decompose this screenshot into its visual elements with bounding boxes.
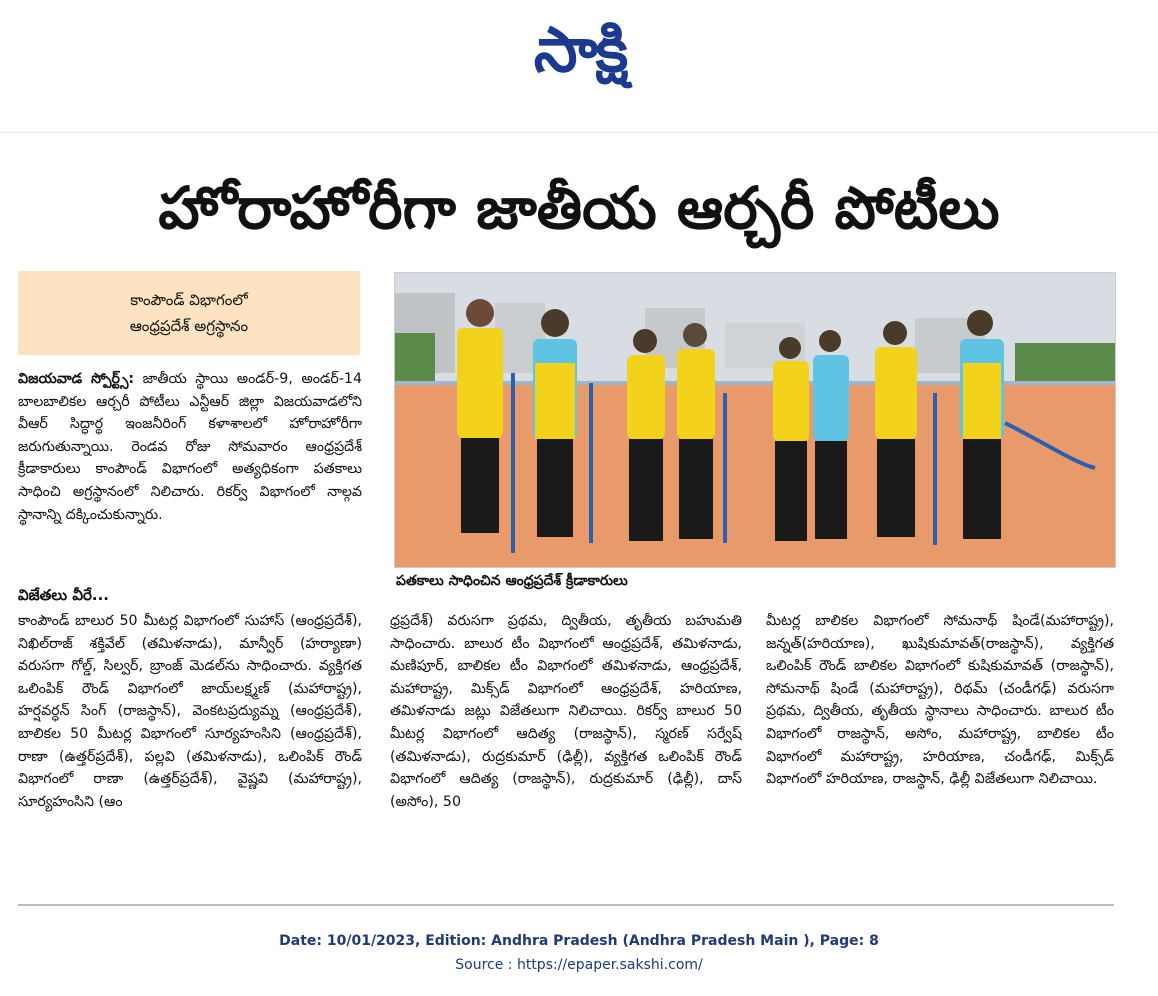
sakshi-logo: సాక్షి bbox=[533, 13, 627, 86]
article-dateline: విజయవాడ స్పోర్ట్స్: bbox=[18, 371, 135, 387]
article-column-2: ధ్రప్రదేశ్) వరుసగా ప్రథమ, ద్వితీయ, తృతీయ బహుమతి సాధించారు. బాలుర టీం విభాగంలో ఆంధ్రప్రదేశ్, తమిళనాడు, మణిపూర్, బాలికల టీం విభాగంలో తమిళనాడు, ఆంధ్రప్రదేశ్, మహారాష్ట్ర, మిక్స్‌డ్ విభాగంలో ఆంధ్రప్రదేశ్, హరియాణ, తమిళనాడు జట్లు విజేతలుగా నిలిచాయి. రికర్వ్ బాలుర 50 మీటర్ల విభాగంలో ఆదిత్య (రాజస్థాన్), స్మరణ్ సర్వేష్ (తమిళనాడు), రుద్రకుమార్ (ఢిల్లీ), వ్యక్తిగత ఒలింపిక్ రౌండ్ విభాగంలో ఆదిత్య (రాజస్థాన్), రుద్రకుమార్ (ఢిల్లీ), దాస్ (అసోం), 50 bbox=[390, 613, 742, 810]
archers-photo-illustration bbox=[395, 273, 1115, 567]
masthead-divider bbox=[0, 132, 1158, 133]
winners-heading: విజేతలు వీరే... bbox=[18, 586, 110, 604]
photo-caption: పతకాలు సాధించిన ఆంధ్రప్రదేశ్ క్రీడాకారులు bbox=[396, 573, 628, 589]
team-photo bbox=[394, 272, 1116, 568]
edition-dateline: Date: 10/01/2023, Edition: Andhra Pradesh (Andhra Pradesh Main ), Page: 8 bbox=[279, 933, 879, 949]
subheadline-box bbox=[18, 271, 360, 355]
article-headline: హోరాహోరీగా జాతీయ ఆర్చరీ పోటీలు bbox=[158, 174, 1000, 242]
article-lead-paragraph bbox=[18, 368, 362, 584]
article-bottom-divider bbox=[18, 904, 1114, 906]
article-lead-text: జాతీయ స్థాయి అండర్-9, అండర్-14 బాలబాలికల ఆర్చరీ పోటీలు ఎన్టీఆర్ జిల్లా విజయవాడలోని వీఆర్ సిద్ధార్థ ఇంజనీరింగ్ కళాశాలలో హోరాహోరీగా జరుగుతున్నాయి. రెండవ రోజు సోమవారం ఆంధ్రప్రదేశ్ క్రీడాకారులు కాంపౌండ్ విభాగంలో అత్యధికంగా పతకాలు సాధించి అగ్రస్థానంలో నిలిచారు. రికర్వ్ విభాగంలో నాల్గవ స్థానాన్ని దక్కించుకున్నారు. bbox=[18, 371, 362, 523]
article-column-1: కాంపౌండ్ బాలుర 50 మీటర్ల విభాగంలో సుహాస్ (ఆంధ్రప్రదేశ్), నిఖిల్‌రాజ్ శక్తివేల్ (తమిళనాడు), మాన్వీర్ (హర్యాణా) వరుసగా గోల్డ్, సిల్వర్, బ్రాంజ్ మెడల్‌ను సాధించారు. వ్యక్తిగత ఒలింపిక్ రౌండ్ విభాగంలో జాయ్‌లక్ష్మణ్ (మహారాష్ట్ర), హర్షవర్ధన్ సింగ్ (రాజస్థాన్), వెంకటప్రద్యుమ్న (ఆంధ్రప్రదేశ్), బాలికల 50 మీటర్ల విభాగంలో సూర్యహంసిని (ఆంధ్రప్రదేశ్), రాణా (ఉత్తర్‌ప్రదేశ్), పల్లవి (తమిళనాడు), ఒలింపిక్ రౌండ్ విభాగంలో రాణా (ఉత్తర్‌ప్రదేశ్), వైష్ణవి (మహారాష్ట్ర), సూర్యహంసిని (ఆం bbox=[18, 613, 362, 810]
source-line: Source : https://epaper.sakshi.com/ bbox=[455, 957, 703, 973]
article-column-3: మీటర్ల బాలికల విభాగంలో సోమనాథ్ షిండే(మహారాష్ట్ర), జన్నత్(హరియాణ), ఖుషికుమావత్(రాజస్థాన్), వ్యక్తిగత ఒలింపిక్ రౌండ్ బాలికల విభాగంలో కుషికుమావత్ (రాజస్థాన్), సోమనాథ్ షిండే (మహారాష్ట్ర), రిథమ్ (చండీగఢ్) వరుసగా ప్రథమ, ద్వితీయ, తృతీయ స్థానాలు సాధించారు. బాలుర టీం విభాగంలో రాజస్థాన్, అసోం, మహారాష్ట్ర, బాలికల టీం విభాగంలో మహారాష్ట్ర, హరియాణ, చండీగఢ్, మిక్స్‌డ్ విభాగంలో హరియాణ, రాజస్థాన్, ఢిల్లీ విజేతలుగా నిలిచాయి. bbox=[766, 613, 1114, 788]
subheadline-line-2: ఆంధ్రప్రదేశ్ అగ్రస్థానం bbox=[129, 317, 249, 335]
subheadline-line-1: కాంపౌండ్ విభాగంలో bbox=[130, 291, 248, 309]
